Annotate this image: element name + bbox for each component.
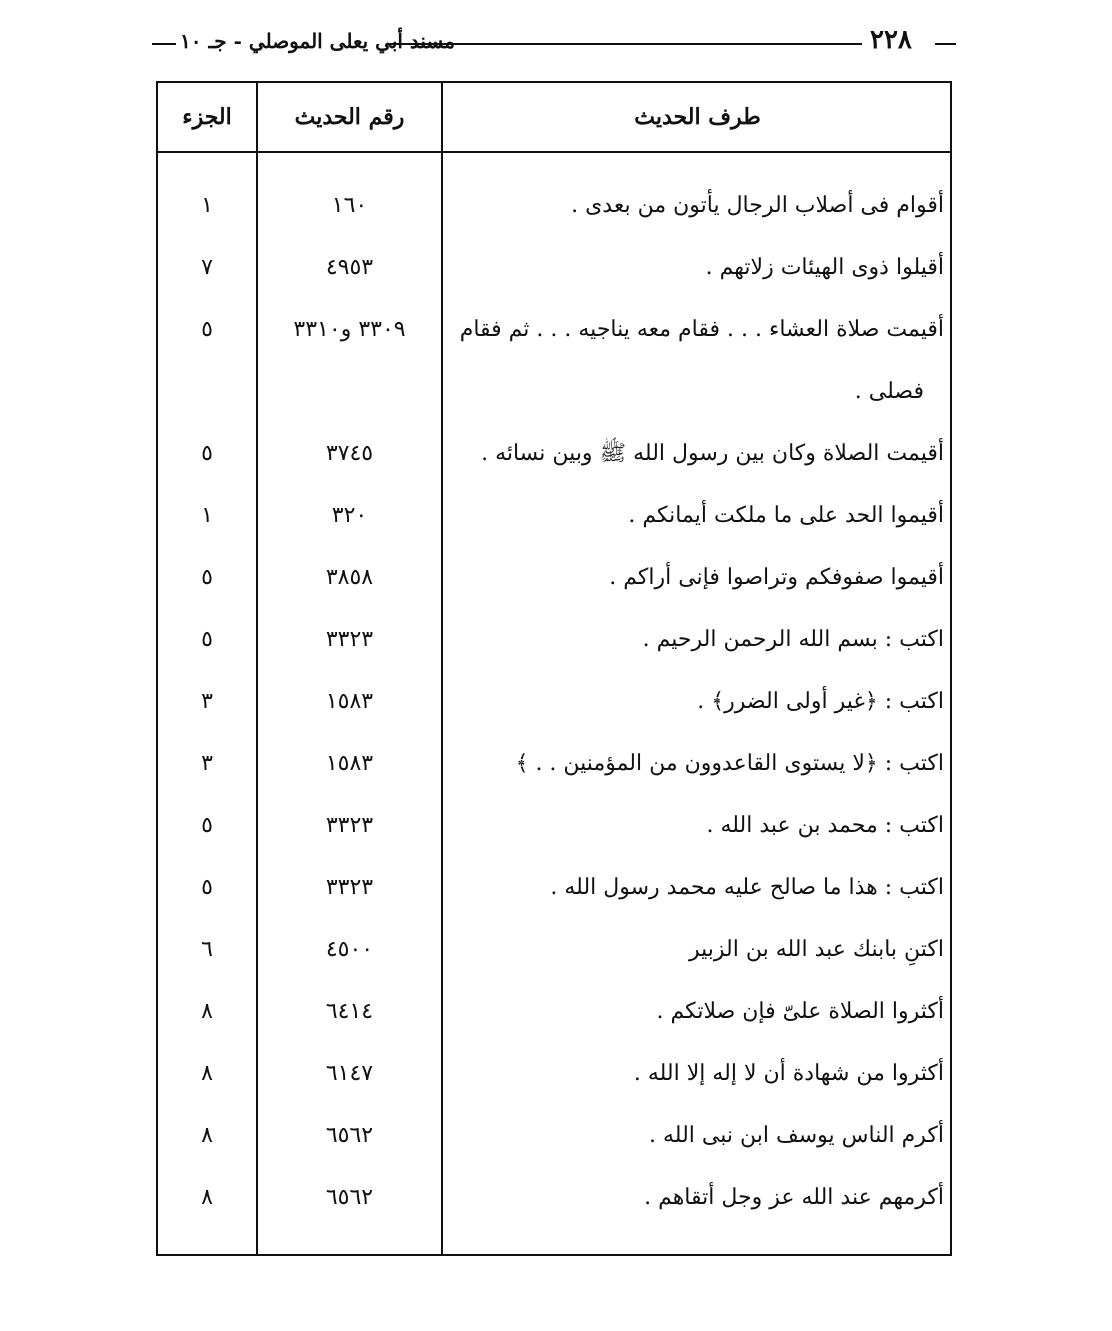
hadith-number: ٤٩٥٣ — [325, 255, 374, 280]
table-row — [158, 857, 950, 919]
table-row — [158, 733, 950, 795]
hadith-text: أكثروا الصلاة علىّ فإن صلاتكم . — [656, 999, 944, 1024]
part-number: ٣ — [201, 751, 213, 776]
table-row — [158, 547, 950, 609]
column-header-number: رقم الحديث — [294, 104, 405, 130]
table-row — [158, 485, 950, 547]
hadith-number: ٣٣٢٣ — [325, 875, 374, 900]
hadith-text: اكتب : بسم الله الرحمن الرحيم . — [642, 627, 944, 652]
part-number: ٧ — [201, 255, 213, 280]
hadith-number: ٣٢٠ — [331, 503, 368, 528]
hadith-number: ٦٥٦٢ — [325, 1185, 374, 1210]
header-rule-right — [935, 43, 956, 45]
table-row — [158, 609, 950, 671]
hadith-text: أقيمت صلاة العشاء . . . فقام معه يناجيه . . . ثم فقام — [459, 317, 944, 342]
part-number: ٥ — [201, 627, 213, 652]
table-row — [158, 919, 950, 981]
part-number: ٨ — [201, 1185, 213, 1210]
page-number: ٢٢٨ — [870, 25, 912, 55]
hadith-number: ١٦٠ — [331, 193, 368, 218]
part-number: ١ — [201, 193, 213, 218]
hadith-number: ٤٥٠٠ — [325, 937, 374, 962]
part-number: ٥ — [201, 565, 213, 590]
part-number: ١ — [201, 503, 213, 528]
table-row — [158, 299, 950, 361]
table-row — [158, 981, 950, 1043]
hadith-text: أكرم الناس يوسف ابن نبى الله . — [649, 1123, 944, 1148]
part-number: ٨ — [201, 1123, 213, 1148]
part-number: ٦ — [201, 937, 213, 962]
part-number: ٨ — [201, 999, 213, 1024]
hadith-text: أقيموا الحد على ما ملكت أيمانكم . — [628, 503, 944, 528]
part-number: ٥ — [201, 317, 213, 342]
hadith-number: ٣٣٠٩ و٣٣١٠ — [293, 317, 406, 342]
hadith-text: أكرمهم عند الله عز وجل أتقاهم . — [644, 1185, 944, 1210]
table-row-continuation — [158, 361, 950, 423]
header-rule-middle — [390, 43, 862, 45]
hadith-number: ٦٤١٤ — [325, 999, 374, 1024]
hadith-number: ٣٣٢٣ — [325, 813, 374, 838]
table-row — [158, 1105, 950, 1167]
hadith-number: ١٥٨٣ — [325, 689, 374, 714]
hadith-number: ٣٧٤٥ — [325, 441, 374, 466]
hadith-text: اكتنِ بابنك عبد الله بن الزبير — [689, 937, 944, 962]
hadith-text: أكثروا من شهادة أن لا إله إلا الله . — [633, 1061, 944, 1086]
table-row — [158, 671, 950, 733]
table-row — [158, 1043, 950, 1105]
hadith-index-table — [156, 81, 952, 1256]
table-row — [158, 795, 950, 857]
header-rule-left — [152, 43, 176, 45]
hadith-number: ١٥٨٣ — [325, 751, 374, 776]
part-number: ٣ — [201, 689, 213, 714]
hadith-text: أقيمت الصلاة وكان بين رسول الله ﷺ وبين نسائه . — [481, 441, 944, 466]
part-number: ٨ — [201, 1061, 213, 1086]
header-row-divider — [158, 151, 950, 153]
hadith-number: ٦٥٦٢ — [325, 1123, 374, 1148]
hadith-text: أقيموا صفوفكم وتراصوا فإنى أراكم . — [609, 565, 944, 590]
hadith-text: اكتب : محمد بن عبد الله . — [706, 813, 944, 838]
hadith-text: أقيلوا ذوى الهيئات زلاتهم . — [705, 255, 944, 280]
book-title: مسند أبي يعلى الموصلي - جـ ١٠ — [180, 29, 455, 53]
table-row — [158, 175, 950, 237]
part-number: ٥ — [201, 813, 213, 838]
hadith-text: أقوام فى أصلاب الرجال يأتون من بعدى . — [571, 193, 944, 218]
hadith-text: اكتب : هذا ما صالح عليه محمد رسول الله . — [550, 875, 944, 900]
part-number: ٥ — [201, 875, 213, 900]
part-number: ٥ — [201, 441, 213, 466]
hadith-text: اكتب : ﴿لا يستوى القاعدوون من المؤمنين . . ﴾ — [515, 751, 944, 776]
page-header — [152, 25, 956, 58]
hadith-number: ٣٨٥٨ — [325, 565, 374, 590]
table-row — [158, 423, 950, 485]
table-row — [158, 1167, 950, 1229]
hadith-text: فصلى . — [854, 379, 924, 404]
hadith-text: اكتب : ﴿غير أولى الضرر﴾ . — [697, 689, 944, 714]
table-row — [158, 237, 950, 299]
hadith-number: ٣٣٢٣ — [325, 627, 374, 652]
column-header-hadith: طرف الحديث — [634, 104, 761, 130]
hadith-number: ٦١٤٧ — [325, 1061, 374, 1086]
column-header-part: الجزء — [182, 104, 232, 130]
